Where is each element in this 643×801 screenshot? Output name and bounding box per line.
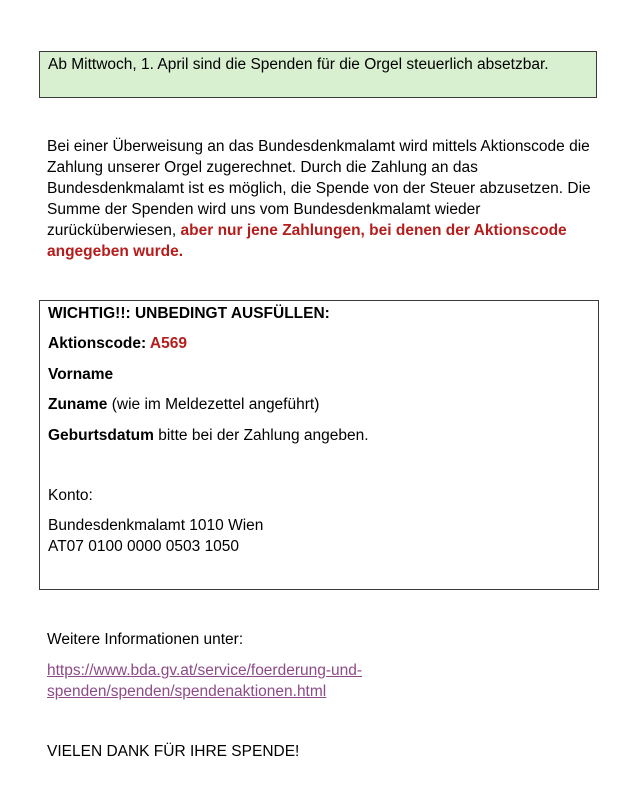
geburtsdatum-note: bitte bei der Zahlung angeben.: [153, 427, 369, 444]
geburtsdatum-row: [48, 426, 369, 446]
info-link[interactable]: [47, 660, 407, 702]
geburtsdatum-label: Geburtsdatum: [48, 427, 154, 444]
aktionscode-value: A569: [149, 335, 187, 352]
intro-text: Bei einer Überweisung an das Bundesdenkmalamt wird mittels Aktionscode die Zahlung unserer Orgel zugerechnet. Durch die Zahlung an das Bundesdenkmalamt ist es möglich, die Spende von der Steuer abzusetzen. Die Summe der Spenden wird uns vom Bundesdenkmalamt wieder zurücküberwiesen,: [47, 138, 591, 239]
notice-box: [39, 51, 597, 98]
required-info-box: [39, 300, 599, 590]
intro-paragraph: [47, 136, 592, 262]
aktionscode-label: Aktionscode:: [48, 335, 150, 352]
aktionscode-row: [48, 334, 187, 354]
link-line-1: https://www.bda.gv.at/service/foerderung-und-: [47, 662, 363, 679]
zuname-note: (wie im Meldezettel angeführt): [107, 396, 320, 413]
zuname-label: Zuname: [48, 396, 108, 413]
vorname-row: [48, 365, 113, 385]
intro-highlight: aber nur jene Zahlungen, bei denen der Aktionscode angegeben wurde.: [47, 222, 567, 260]
vorname-label: Vorname: [48, 366, 114, 383]
box-heading: WICHTIG!!: UNBEDINGT AUSFÜLLEN:: [48, 305, 330, 322]
recipient: Bundesdenkmalamt 1010 Wien: [48, 517, 264, 534]
link-line-2: spenden/spenden/spendenaktionen.html: [47, 683, 327, 700]
thanks-text: VIELEN DANK FÜR IHRE SPENDE!: [47, 743, 300, 760]
notice-text: Ab Mittwoch, 1. April sind die Spenden für die Orgel steuerlich absetzbar.: [48, 56, 549, 73]
info-label: Weitere Informationen unter:: [47, 631, 244, 648]
iban: AT07 0100 0000 0503 1050: [48, 538, 240, 555]
zuname-row: [48, 395, 319, 415]
konto-label: Konto:: [48, 487, 93, 504]
